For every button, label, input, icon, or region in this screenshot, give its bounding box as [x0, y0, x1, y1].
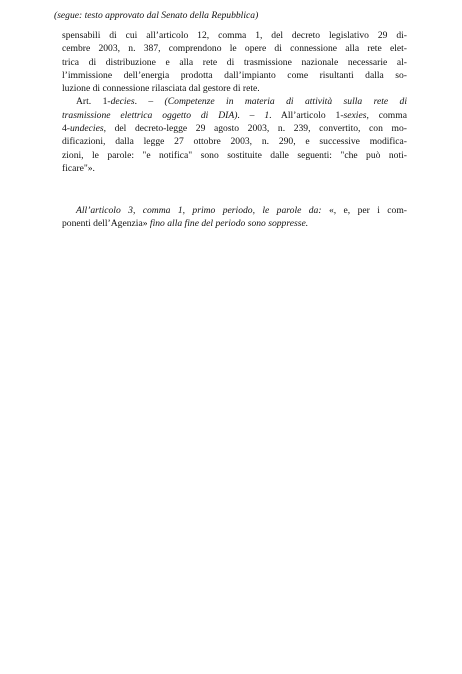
article-line: [62, 122, 407, 135]
quoted-text: «, e, per i com-: [321, 205, 407, 216]
text-column-bottom: [62, 204, 407, 231]
article-number: Art. 1-: [76, 96, 111, 108]
dash: . –: [237, 109, 265, 121]
quoted-text: ponenti dell’Agenzia»: [62, 218, 148, 230]
article-title: (Competenze in materia di attività sulla rete di: [164, 96, 407, 108]
article-line: [62, 109, 407, 122]
article-line: zioni, le parole: "e notifica" sono sostituite dalle seguenti: "che può noti-: [62, 149, 407, 161]
article-heading-line: [62, 95, 407, 108]
amendment-text: fino alla fine del periodo sono soppresse.: [147, 218, 309, 230]
text-run: , del decreto-legge 29 agosto 2003, n. 239, convertito, con mo-: [103, 123, 407, 135]
text-run: . All’articolo 1-: [269, 109, 344, 121]
article-suffix: sexies: [343, 109, 367, 121]
comma-number: 1: [264, 109, 270, 121]
dash: . –: [134, 96, 165, 108]
article-suffix: undecies: [70, 123, 104, 135]
paragraph-line: cembre 2003, n. 387, comprendono le opere di connessione alla rete elet-: [62, 43, 407, 55]
amendment-text: All’articolo 3, comma 1, primo periodo, le parole da:: [76, 205, 322, 216]
article-line: dificazioni, dalla legge 27 ottobre 2003, n. 290, e successive modifica-: [62, 136, 407, 148]
text-column-top: [62, 29, 407, 175]
article-suffix: decies: [110, 96, 135, 108]
running-header: (segue: testo approvato dal Senato della Repubblica): [54, 10, 259, 21]
paragraph-line: l’immissione dell’energia prodotta dall’impianto come risultanti dalla so-: [62, 69, 407, 81]
article-title-cont: trasmissione elettrica oggetto di DIA): [62, 109, 238, 121]
text-run: , comma: [366, 109, 407, 121]
amendment-line: [62, 217, 407, 230]
paragraph-line: spensabili di cui all’articolo 12, comma 1, del decreto legislativo 29 di-: [62, 30, 407, 41]
paragraph-line: luzione di connessione rilasciata dal gestore di rete.: [62, 83, 260, 95]
article-line: ficare"».: [62, 162, 95, 174]
paragraph-line: trica di distribuzione e alla rete di trasmissione nazionale necessarie al-: [62, 56, 407, 68]
amendment-line: [62, 204, 407, 217]
text-run: 4-: [62, 123, 70, 135]
